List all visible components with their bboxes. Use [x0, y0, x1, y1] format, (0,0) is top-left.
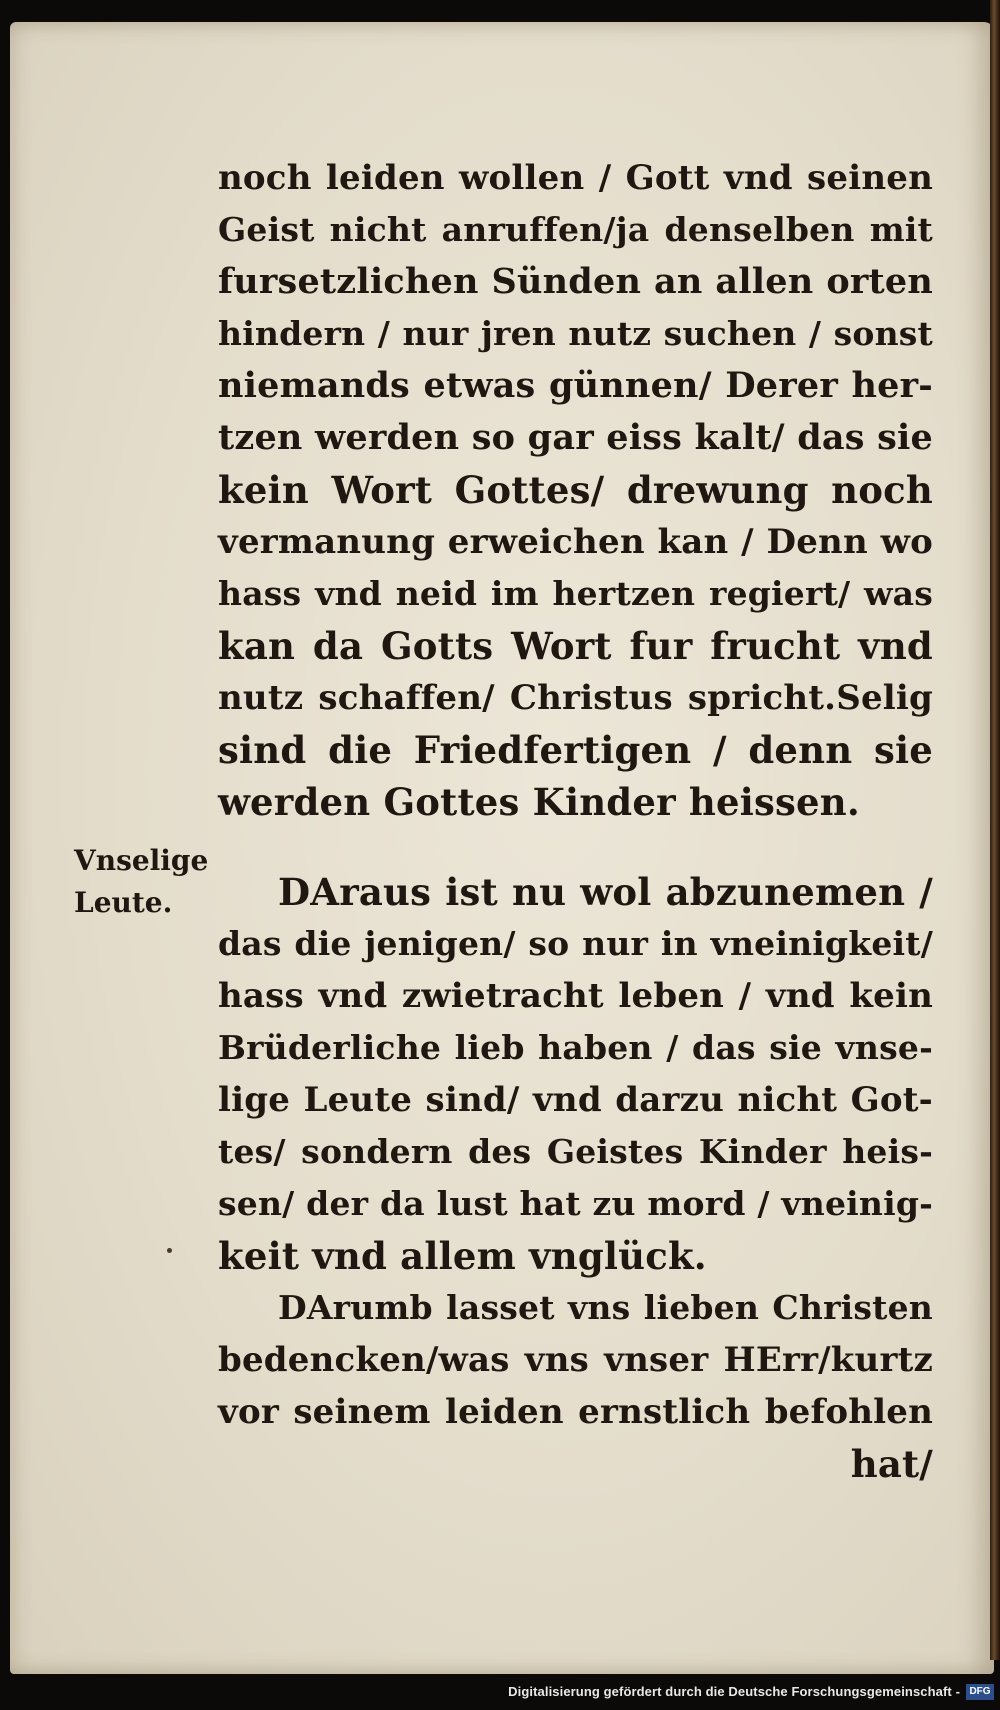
- text-line: keit vnd allem vnglück.: [218, 1234, 707, 1278]
- dfg-logo-icon: DFG: [966, 1684, 994, 1700]
- text-line: kein Wort Gottes/ drewung noch: [218, 468, 933, 512]
- text-line: niemands etwas günnen/ Derer her-: [218, 365, 933, 406]
- text-line: vor seinem leiden ernstlich befohlen: [218, 1392, 933, 1432]
- text-line: das die jenigen/ so nur in vneinigkeit/: [218, 924, 933, 963]
- paragraph-2: [218, 866, 933, 1282]
- text-line: lige Leute sind/ vnd darzu nicht Got-: [218, 1080, 933, 1120]
- catchword: hat/: [850, 1442, 933, 1486]
- book-page: [10, 22, 994, 1674]
- paragraph-1: [218, 152, 933, 828]
- text-line: sen/ der da lust hat zu mord / vneinig-: [218, 1184, 933, 1223]
- text-line: werden Gottes Kinder heissen.: [218, 780, 860, 824]
- text-line: fursetzlichen Sünden an allen orten: [218, 261, 933, 302]
- text-line: tzen werden so gar eiss kalt/ das sie: [218, 417, 933, 458]
- margin-note: [74, 840, 208, 924]
- text-line: kan da Gotts Wort fur frucht vnd: [218, 624, 933, 668]
- text-line: Geist nicht anruffen/ja denselben mit: [218, 210, 933, 249]
- text-line: bedencken/was vns vnser HErr/kurtz: [218, 1340, 933, 1380]
- paragraph-gap: [218, 828, 933, 866]
- paragraph-3: [218, 1282, 933, 1490]
- ink-speck: [167, 1248, 172, 1253]
- text-line: hindern / nur jren nutz suchen / sonst: [218, 314, 933, 353]
- text-line: tes/ sondern des Geistes Kinder heis-: [218, 1132, 933, 1171]
- text-line: noch leiden wollen / Gott vnd seinen: [218, 158, 933, 198]
- text-line: nutz schaffen/ Christus spricht.Selig: [218, 678, 933, 718]
- text-line: Brüderliche lieb haben / das sie vnse-: [218, 1028, 933, 1067]
- text-line: vermanung erweichen kan / Denn wo: [218, 522, 933, 562]
- text-line: sind die Friedfertigen / denn sie: [218, 728, 933, 772]
- text-line: hass vnd zwietracht leben / vnd kein: [218, 976, 933, 1016]
- page-edge: [990, 0, 1000, 1660]
- margin-note-line: Vnselige: [74, 844, 209, 877]
- text-line: DArumb lasset vns lieben Christen: [278, 1288, 933, 1327]
- body-text: [218, 152, 933, 1490]
- text-line: hass vnd neid im hertzen regiert/ was: [218, 574, 933, 613]
- margin-note-line: Leute.: [74, 886, 173, 919]
- text-line: DAraus ist nu wol abzunemen /: [278, 870, 933, 914]
- footer-bar: [0, 1676, 1000, 1710]
- footer-credit: Digitalisierung gefördert durch die Deutsche Forschungsgemeinschaft -: [508, 1684, 960, 1699]
